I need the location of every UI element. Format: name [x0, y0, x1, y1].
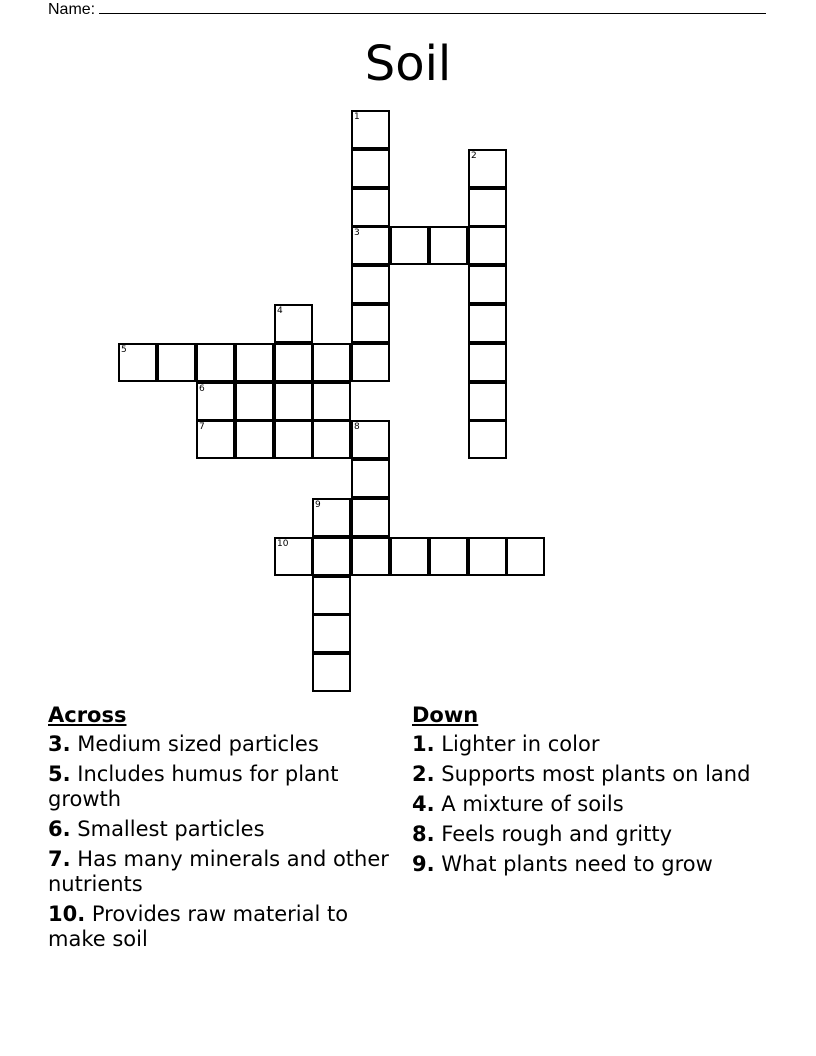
clue-text: Medium sized particles [77, 732, 319, 756]
down-clue [412, 792, 757, 817]
grid-cell[interactable] [429, 537, 468, 576]
grid-cell[interactable] [312, 420, 351, 459]
cell-number: 4 [277, 306, 283, 316]
down-clues [412, 703, 757, 882]
grid-cell[interactable] [390, 537, 429, 576]
clue-text: Smallest particles [77, 817, 265, 841]
grid-cell[interactable] [429, 226, 468, 265]
grid-cell[interactable] [196, 382, 235, 421]
clue-number: 9. [412, 852, 435, 876]
cell-number: 5 [121, 345, 127, 355]
grid-cell[interactable] [351, 188, 390, 227]
grid-cell[interactable] [196, 420, 235, 459]
clue-text: What plants need to grow [441, 852, 713, 876]
grid-cell[interactable] [468, 265, 507, 304]
grid-cell[interactable] [312, 382, 351, 421]
down-clue [412, 852, 757, 877]
grid-cell[interactable] [506, 537, 545, 576]
grid-cell[interactable] [468, 382, 507, 421]
clue-number: 1. [412, 732, 435, 756]
cell-number: 9 [315, 500, 321, 510]
clue-text: A mixture of soils [441, 792, 624, 816]
grid-cell[interactable] [274, 420, 313, 459]
grid-cell[interactable] [235, 343, 274, 382]
grid-cell[interactable] [312, 614, 351, 653]
grid-cell[interactable] [157, 343, 196, 382]
clue-text: Lighter in color [441, 732, 600, 756]
grid-cell[interactable] [468, 304, 507, 343]
grid-cell[interactable] [274, 304, 313, 343]
name-label: Name: [48, 1, 96, 18]
clue-text: Includes humus for plant growth [48, 762, 339, 811]
grid-cell[interactable] [274, 382, 313, 421]
grid-cell[interactable] [390, 226, 429, 265]
clue-text: Provides raw material to make soil [48, 902, 349, 951]
across-clue [48, 902, 393, 952]
across-heading: Across [48, 703, 127, 727]
grid-cell[interactable] [235, 382, 274, 421]
cell-number: 1 [354, 112, 360, 122]
across-clue [48, 762, 393, 812]
grid-cell[interactable] [351, 420, 390, 459]
grid-cell[interactable] [468, 149, 507, 188]
cell-number: 10 [277, 539, 289, 549]
grid-cell[interactable] [351, 265, 390, 304]
across-clue [48, 732, 393, 757]
grid-cell[interactable] [118, 343, 157, 382]
clue-number: 7. [48, 847, 71, 871]
cell-number: 7 [199, 422, 205, 432]
puzzle-title: Soil [364, 36, 452, 92]
clue-number: 6. [48, 817, 71, 841]
down-clue [412, 822, 757, 847]
clue-number: 2. [412, 762, 435, 786]
grid-cell[interactable] [351, 226, 390, 265]
grid-cell[interactable] [468, 226, 507, 265]
grid-cell[interactable] [196, 343, 235, 382]
grid-cell[interactable] [312, 498, 351, 537]
cell-number: 6 [199, 384, 205, 394]
grid-cell[interactable] [468, 420, 507, 459]
clue-number: 10. [48, 902, 86, 926]
grid-cell[interactable] [351, 110, 390, 149]
down-heading: Down [412, 703, 479, 727]
grid-cell[interactable] [351, 537, 390, 576]
grid-cell[interactable] [351, 149, 390, 188]
cell-number: 8 [354, 422, 360, 432]
grid-cell[interactable] [351, 498, 390, 537]
clue-text: Has many minerals and other nutrients [48, 847, 389, 896]
grid-cell[interactable] [312, 576, 351, 615]
clue-number: 5. [48, 762, 71, 786]
grid-cell[interactable] [351, 304, 390, 343]
grid-cell[interactable] [468, 188, 507, 227]
cell-number: 2 [471, 151, 477, 161]
clue-number: 4. [412, 792, 435, 816]
clue-number: 3. [48, 732, 71, 756]
down-clue [412, 732, 757, 757]
grid-cell[interactable] [312, 343, 351, 382]
grid-cell[interactable] [468, 537, 507, 576]
grid-cell[interactable] [312, 653, 351, 692]
grid-cell[interactable] [274, 343, 313, 382]
across-clue [48, 817, 393, 842]
down-clue [412, 762, 757, 787]
across-clue [48, 847, 393, 897]
grid-cell[interactable] [468, 343, 507, 382]
grid-cell[interactable] [351, 343, 390, 382]
cell-number: 3 [354, 228, 360, 238]
clue-text: Supports most plants on land [441, 762, 751, 786]
clue-number: 8. [412, 822, 435, 846]
grid-cell[interactable] [274, 537, 313, 576]
grid-cell[interactable] [351, 459, 390, 498]
clue-text: Feels rough and gritty [441, 822, 673, 846]
across-clues [48, 703, 393, 957]
grid-cell[interactable] [235, 420, 274, 459]
grid-cell[interactable] [312, 537, 351, 576]
